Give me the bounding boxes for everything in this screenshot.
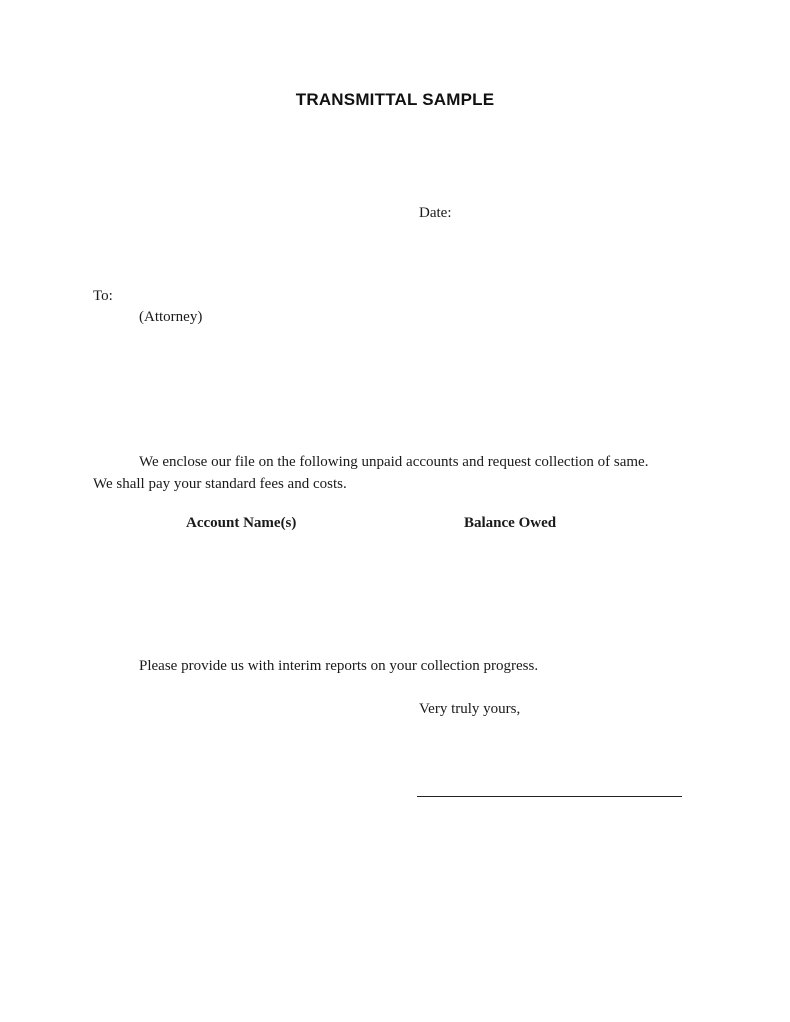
body-line-2: We shall pay your standard fees and costs. — [93, 476, 347, 492]
attorney-placeholder: (Attorney) — [139, 309, 203, 325]
balance-owed-header: Balance Owed — [464, 515, 557, 531]
document-title: TRANSMITTAL SAMPLE — [295, 90, 495, 109]
signature-line — [417, 796, 682, 797]
body-line-1: We enclose our file on the following unpaid accounts and request collection of same. — [139, 454, 649, 470]
body-paragraph — [93, 451, 693, 495]
account-names-header: Account Name(s) — [186, 515, 297, 531]
closing-salutation: Very truly yours, — [419, 701, 521, 717]
date-label: Date: — [419, 205, 452, 221]
request-line: Please provide us with interim reports on your collection progress. — [139, 658, 539, 674]
to-label: To: — [93, 288, 113, 304]
